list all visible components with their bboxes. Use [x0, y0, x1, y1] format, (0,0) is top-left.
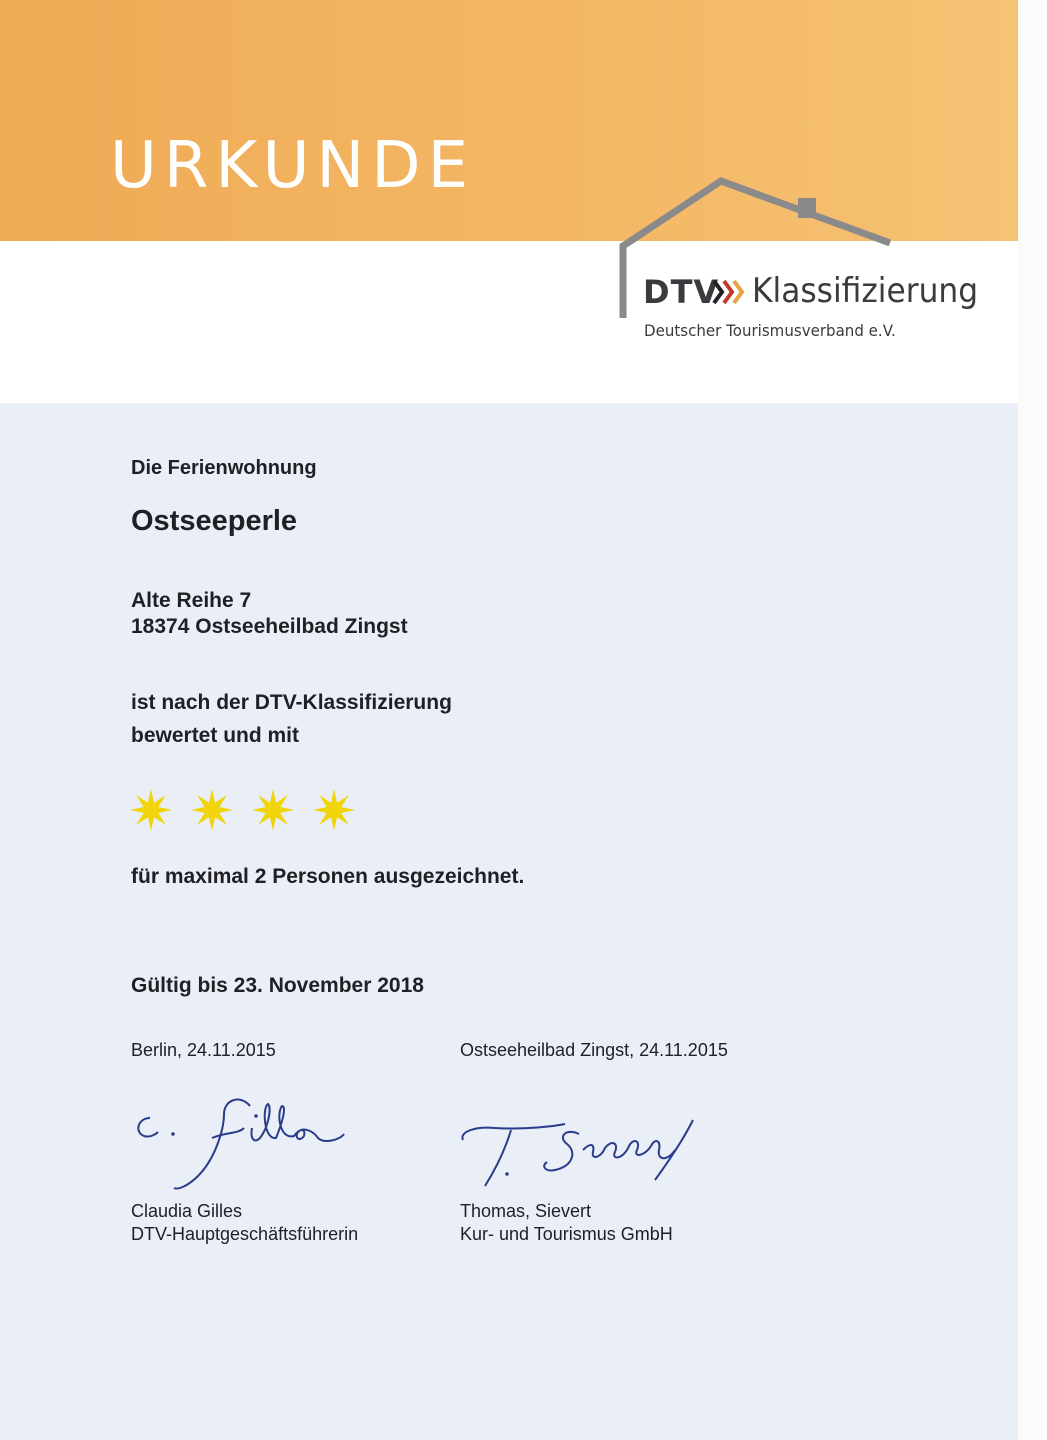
signer-role-right: Kur- und Tourismus GmbH	[460, 1224, 673, 1244]
logo-organization: Deutscher Tourismusverband e.V.	[644, 321, 896, 340]
validity-date: Gültig bis 23. November 2018	[131, 974, 424, 997]
award-text: für maximal 2 Personen ausgezeichnet.	[131, 865, 525, 888]
star-icon	[311, 787, 357, 833]
property-name: Ostseeperle	[131, 505, 298, 537]
classification-line-1: ist nach der DTV-Klassifizierung	[131, 691, 452, 714]
address-street: Alte Reihe 7	[131, 589, 252, 612]
certificate-title: URKUNDE	[110, 129, 475, 203]
signer-name-left: Claudia Gilles	[131, 1201, 243, 1221]
signature-right	[455, 1110, 705, 1195]
place-date-right: Ostseeheilbad Zingst, 24.11.2015	[460, 1040, 728, 1060]
address-city: 18374 Ostseeheilbad Zingst	[131, 615, 408, 638]
star-icon	[189, 787, 235, 833]
scan-margin	[1018, 0, 1047, 1440]
logo-brand-short: DTV	[643, 273, 720, 311]
star-rating	[128, 787, 368, 837]
place-date-left: Berlin, 24.11.2015	[131, 1040, 276, 1060]
signature-left	[128, 1088, 368, 1198]
signer-name-right: Thomas, Sievert	[460, 1201, 592, 1221]
star-icon	[250, 787, 296, 833]
chevrons-icon	[712, 278, 746, 306]
signer-role-left: DTV-Hauptgeschäftsführerin	[131, 1224, 359, 1244]
property-type: Die Ferienwohnung	[131, 457, 317, 479]
house-roof-logo-icon	[0, 0, 1018, 403]
content-band	[0, 403, 1018, 1440]
classification-line-2: bewertet und mit	[131, 724, 300, 747]
logo-brand-name: Klassifizierung	[752, 271, 979, 311]
star-icon	[128, 787, 174, 833]
